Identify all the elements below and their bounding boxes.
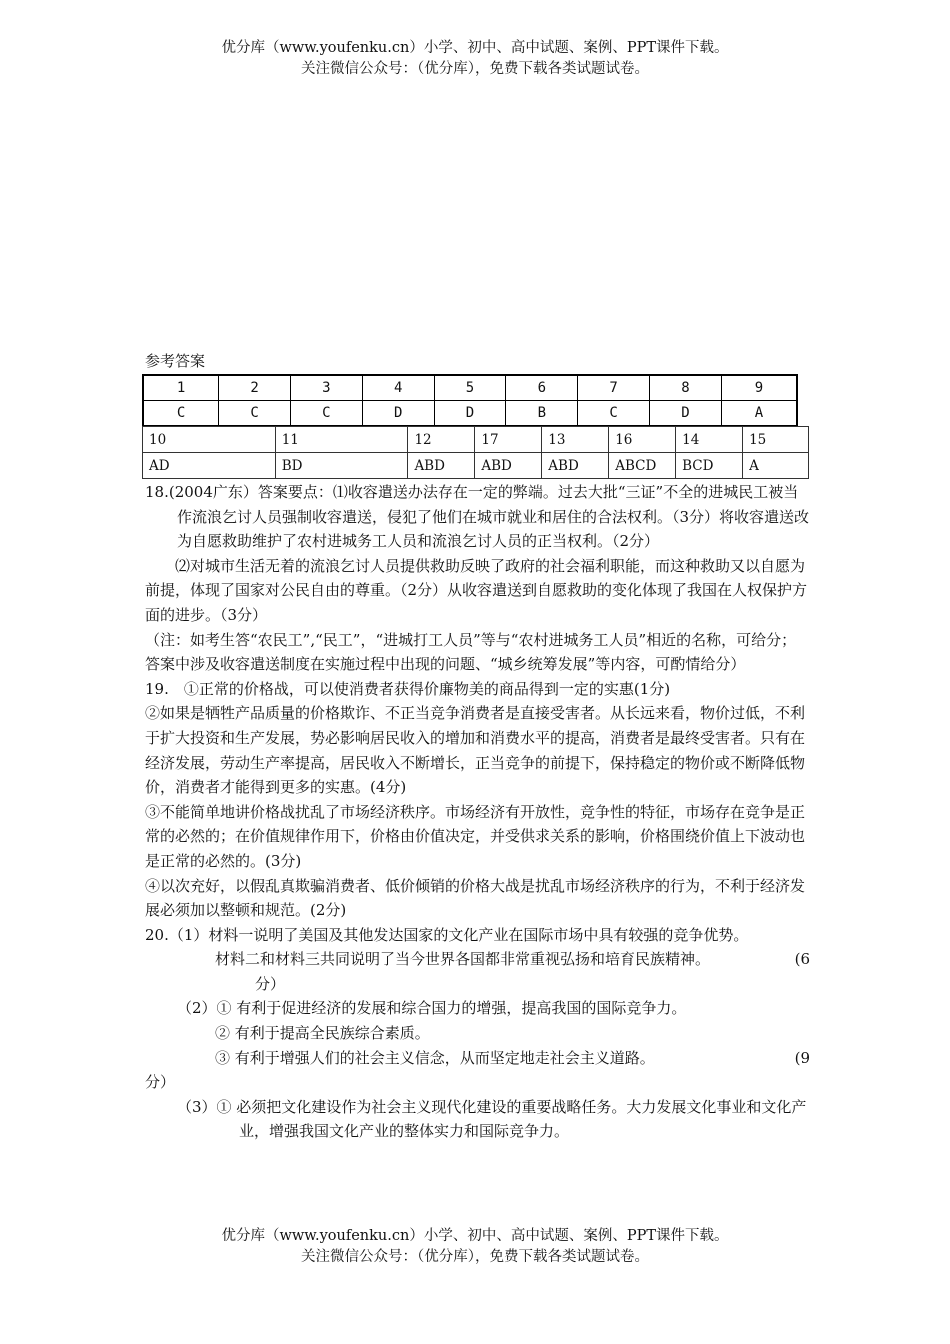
table-cell: D xyxy=(434,401,506,427)
table-cell: C xyxy=(219,401,291,427)
q20-part2-item3 xyxy=(145,1046,810,1071)
table-row xyxy=(143,401,797,427)
table-cell: 11 xyxy=(275,427,408,453)
table-cell: 9 xyxy=(721,375,797,401)
table-cell: 3 xyxy=(290,375,362,401)
table-cell: AD xyxy=(143,453,276,479)
table-cell: 10 xyxy=(143,427,276,453)
table-cell: 1 xyxy=(143,375,219,401)
table-cell: ABD xyxy=(542,453,609,479)
table-cell: BCD xyxy=(676,453,743,479)
table-cell: A xyxy=(743,453,809,479)
q20-part2-item2: ② 有利于提高全民族综合素质。 xyxy=(215,1024,430,1043)
table-cell: 13 xyxy=(542,427,609,453)
table-cell: 2 xyxy=(219,375,291,401)
q18-paragraph-1: 18.(2004广东）答案要点：⑴收容遣送办法存在一定的弊端。过去大批“三证”不全的进城民工被当作流浪乞讨人员强制收容遣送，侵犯了他们在城市就业和居住的合法权利。（3分）将收容遣送改为自愿救助维护了农村进城务工人员和流浪乞讨人员的正当权利。（2分） xyxy=(145,483,810,551)
table-cell: B xyxy=(506,401,578,427)
table-row xyxy=(143,427,809,453)
table-cell: ABD xyxy=(475,453,542,479)
q20-part2-points-cont: 分） xyxy=(145,1073,176,1092)
footer-line-1: 优分库（www.youfenku.cn）小学、初中、高中试题、案例、PPT课件下载。 xyxy=(221,1228,729,1244)
q19-paragraph-2: ②如果是牺牲产品质量的价格欺诈、不正当竞争消费者是直接受害者。从长远来看，物价过低，不利于扩大投资和生产发展，势必影响居民收入的增加和消费水平的提高，消费者是最终受害者。只有在经济发展，劳动生产率提高，居民收入不断增长，正当竞争的前提下，保持稳定的物价或不断降低物价，消费者才能得到更多的实惠。(4分) xyxy=(145,704,806,797)
table-cell: 12 xyxy=(408,427,475,453)
q19-paragraph-3: ③不能简单地讲价格战扰乱了市场经济秩序。市场经济有开放性，竞争性的特征，市场存在竞争是正常的必然的；在价值规律作用下，价格由价值决定，并受供求关系的影响，价格围绕价值上下波动也是正常的必然的。(3分) xyxy=(145,802,806,870)
table-cell: C xyxy=(290,401,362,427)
q19-paragraph-4: ④以次充好，以假乱真欺骗消费者、低价倾销的价格大战是扰乱市场经济秩序的行为，不利于经济发展必须加以整顿和规范。(2分) xyxy=(145,876,806,920)
q20-part1-points-cont: 分） xyxy=(255,974,286,993)
table-cell: 4 xyxy=(362,375,434,401)
table-cell: D xyxy=(650,401,722,427)
table-cell: 16 xyxy=(609,427,676,453)
q18-paragraph-2: ⑵对城市生活无着的流浪乞讨人员提供救助反映了政府的社会福利职能，而这种救助又以自愿为前提，体现了国家对公民自由的尊重。（2分）从收容遣送到自愿救助的变化体现了我国在人权保护方面的进步。（3分） xyxy=(145,556,808,624)
table-cell: C xyxy=(143,401,219,427)
table-cell: ABCD xyxy=(609,453,676,479)
table-cell: 7 xyxy=(578,375,650,401)
page-header xyxy=(0,38,950,80)
q18-note: （注：如考生答“农民工”,“民工”，“进城打工人员”等与“农村进城务工人员”相近的名称，可给分；答案中涉及收容遣送制度在实施过程中出现的问题、“城乡统筹发展”等内容，可酌情给分） xyxy=(145,630,797,674)
answer-body xyxy=(145,480,810,1144)
q20-part2-points: (9 xyxy=(794,1048,810,1067)
q20-part3-item1: （3）① 必须把文化建设作为社会主义现代化建设的重要战略任务。大力发展文化事业和文化产业，增强我国文化产业的整体实力和国际竞争力。 xyxy=(177,1097,807,1141)
table-cell: 6 xyxy=(506,375,578,401)
table-cell: A xyxy=(721,401,797,427)
header-line-1: 优分库（www.youfenku.cn）小学、初中、高中试题、案例、PPT课件下载。 xyxy=(221,40,729,56)
table-cell: 15 xyxy=(743,427,809,453)
header-line-2: 关注微信公众号：（优分库），免费下载各类试题试卷。 xyxy=(301,61,649,77)
q20-part1-line2 xyxy=(145,947,810,972)
page-footer xyxy=(0,1226,950,1268)
table-row xyxy=(143,453,809,479)
table-cell: D xyxy=(362,401,434,427)
table-cell: 5 xyxy=(434,375,506,401)
q20-part2-item1: （2）① 有利于促进经济的发展和综合国力的增强，提高我国的国际竞争力。 xyxy=(177,999,687,1018)
q20-part1-line1: 20.（1）材料一说明了美国及其他发达国家的文化产业在国际市场中具有较强的竞争优势。 xyxy=(145,925,749,944)
answer-table-1 xyxy=(142,374,798,427)
table-cell: BD xyxy=(275,453,408,479)
q20-part1-text: 材料二和材料三共同说明了当今世界各国都非常重视弘扬和培育民族精神。 xyxy=(215,950,711,969)
q20-part2-item3-text: ③ 有利于增强人们的社会主义信念，从而坚定地走社会主义道路。 xyxy=(215,1048,655,1067)
table-cell: C xyxy=(578,401,650,427)
answer-table-2 xyxy=(142,426,809,479)
table-cell: ABD xyxy=(408,453,475,479)
answer-key-title: 参考答案 xyxy=(145,352,206,370)
table-row xyxy=(143,375,797,401)
table-cell: 17 xyxy=(475,427,542,453)
table-cell: 8 xyxy=(650,375,722,401)
q19-paragraph-1: 19. ①正常的价格战，可以使消费者获得价廉物美的商品得到一定的实惠(1分) xyxy=(145,679,671,698)
table-cell: 14 xyxy=(676,427,743,453)
q20-part1-points: (6 xyxy=(794,950,810,969)
q20-part1-line3 xyxy=(145,972,810,997)
footer-line-2: 关注微信公众号：（优分库），免费下载各类试题试卷。 xyxy=(301,1249,649,1265)
